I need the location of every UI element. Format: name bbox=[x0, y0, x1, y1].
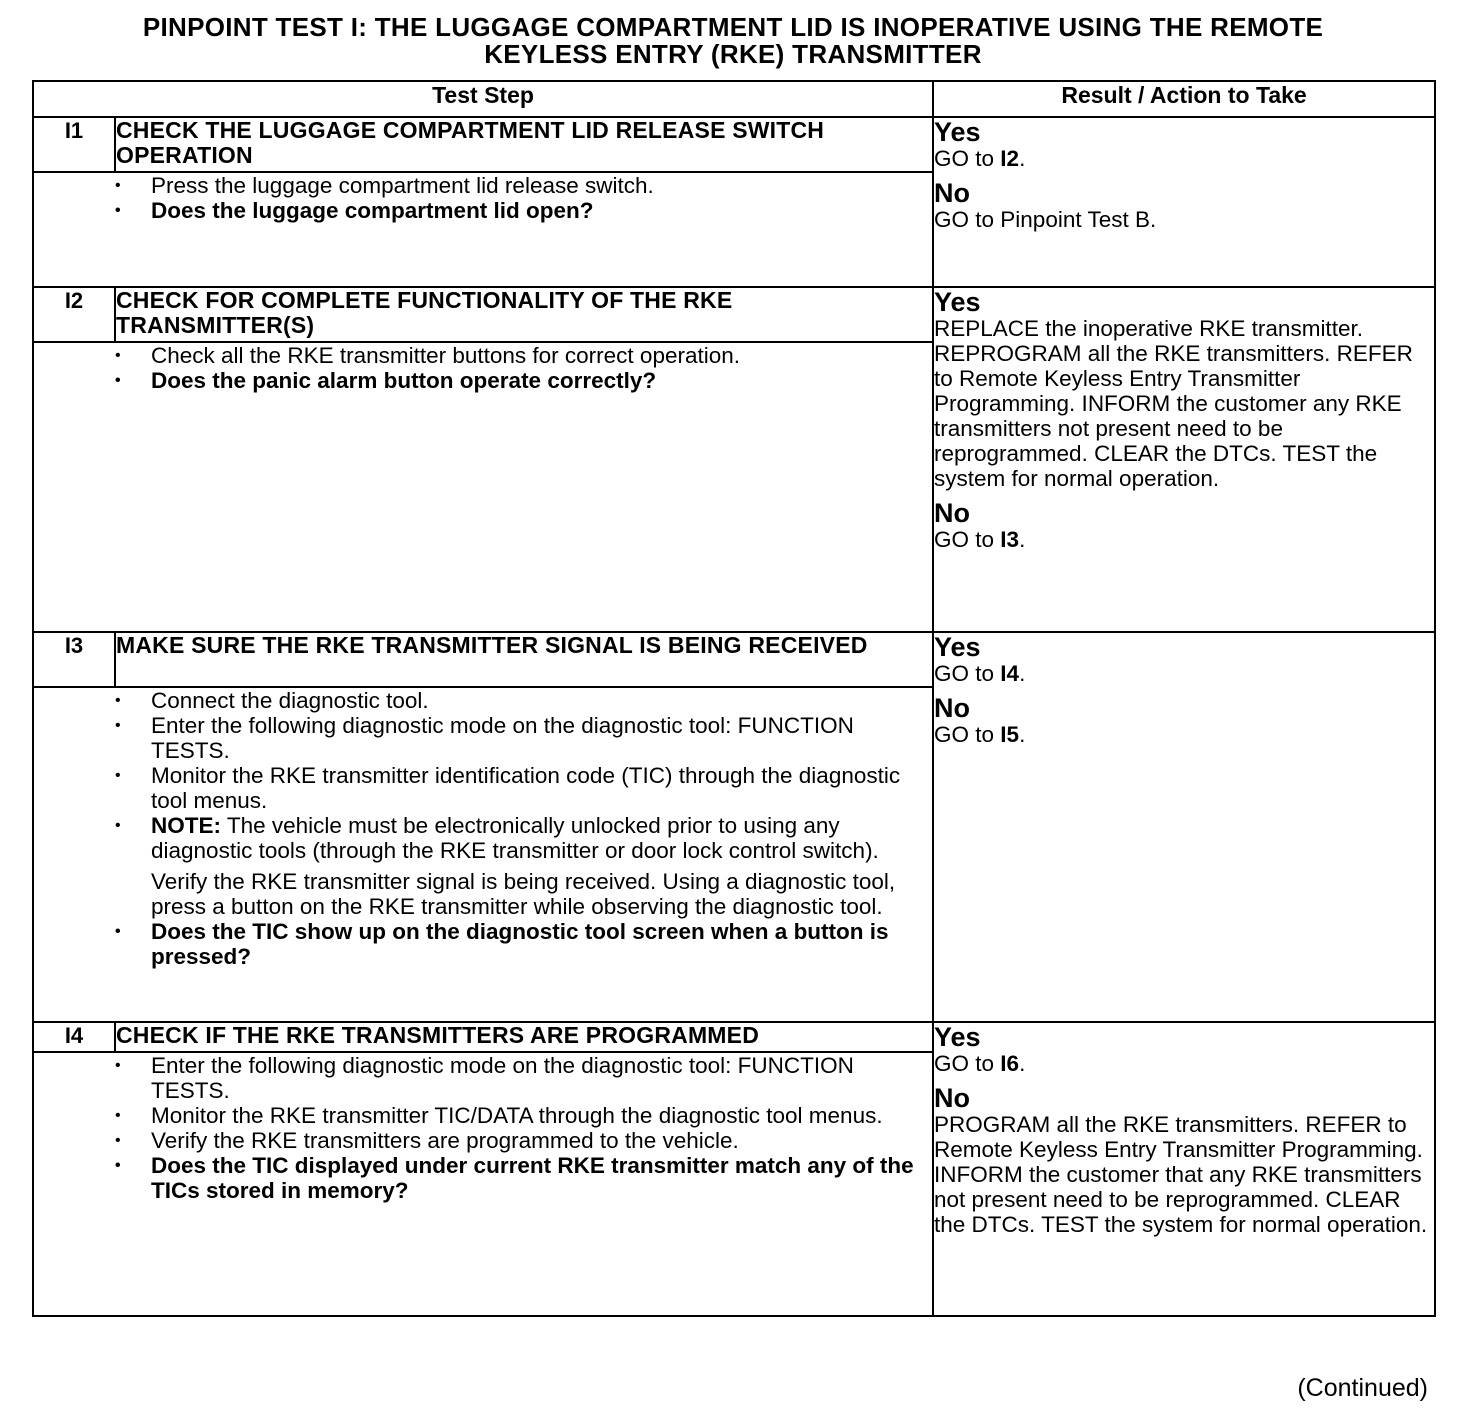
no-label: No bbox=[934, 178, 971, 208]
action-text: . bbox=[1019, 527, 1026, 552]
no-action bbox=[934, 527, 1434, 552]
action-text: GO to bbox=[934, 722, 1001, 747]
question-item: • Does the panic alarm button operate correctly? bbox=[115, 368, 932, 393]
action-text: . bbox=[1019, 1051, 1026, 1076]
no-label: No bbox=[934, 1083, 971, 1113]
step-i4-result bbox=[933, 1022, 1435, 1316]
step-i3-result bbox=[933, 632, 1435, 1022]
step-title: CHECK FOR COMPLETE FUNCTIONALITY OF THE RKE TRANSMITTER(S) bbox=[115, 287, 933, 342]
id-spacer bbox=[33, 687, 115, 1022]
bullet-item: • Press the luggage compartment lid release switch. bbox=[115, 173, 932, 198]
question-item: • Does the TIC displayed under current RKE transmitter match any of the TICs stored in memory? bbox=[115, 1153, 932, 1203]
yes-option bbox=[934, 288, 1434, 491]
bullet-item: • Connect the diagnostic tool. bbox=[115, 688, 932, 713]
yes-label: Yes bbox=[934, 117, 981, 147]
yes-option bbox=[934, 118, 1434, 171]
step-i2-title-row bbox=[33, 287, 1435, 342]
action-text: GO to bbox=[934, 146, 1001, 171]
test-step-header: Test Step bbox=[33, 81, 933, 117]
step-reference: I3 bbox=[1000, 527, 1020, 552]
step-id: I1 bbox=[33, 117, 115, 172]
result-header: Result / Action to Take bbox=[933, 81, 1435, 117]
step-reference: I5 bbox=[1000, 722, 1020, 747]
pinpoint-test-table bbox=[32, 80, 1436, 1317]
continued-label: (Continued) bbox=[1297, 1374, 1428, 1402]
step-id: I2 bbox=[33, 287, 115, 342]
step-reference: I4 bbox=[1000, 661, 1020, 686]
action-text: . bbox=[1019, 722, 1026, 747]
no-option bbox=[934, 694, 1434, 747]
step-id: I3 bbox=[33, 632, 115, 687]
no-action bbox=[934, 722, 1434, 747]
bullet-item: • Monitor the RKE transmitter TIC/DATA through the diagnostic tool menus. bbox=[115, 1103, 932, 1128]
step-paragraph: Verify the RKE transmitter signal is being received. Using a diagnostic tool, press a button on the RKE transmitter while observing the diagnostic tool. bbox=[151, 869, 896, 919]
note-text: The vehicle must be electronically unlocked prior to using any diagnostic tools (through the RKE transmitter or door lock control switch). bbox=[151, 813, 879, 863]
step-bullets bbox=[115, 173, 932, 223]
no-option bbox=[934, 499, 1434, 552]
action-text: . bbox=[1019, 661, 1026, 686]
id-spacer bbox=[33, 342, 115, 632]
step-body bbox=[115, 342, 933, 632]
bullet-item: • Check all the RKE transmitter buttons for correct operation. bbox=[115, 343, 932, 368]
step-bullets bbox=[115, 688, 932, 969]
header-row bbox=[33, 81, 1435, 117]
bullet-item: • Enter the following diagnostic mode on the diagnostic tool: FUNCTION TESTS. bbox=[115, 713, 932, 763]
action-text: GO to bbox=[934, 1051, 1001, 1076]
step-bullets bbox=[115, 1053, 932, 1203]
step-title: MAKE SURE THE RKE TRANSMITTER SIGNAL IS BEING RECEIVED bbox=[115, 632, 933, 687]
yes-action: REPLACE the inoperative RKE transmitter. REPROGRAM all the RKE transmitters. REFER to Remote Keyless Entry Transmitter Programming. INFORM the customer any RKE transmitters not present need to be reprogrammed. CLEAR the DTCs. TEST the system for normal operation. bbox=[934, 316, 1413, 491]
step-body bbox=[115, 172, 933, 287]
yes-label: Yes bbox=[934, 287, 981, 317]
no-option bbox=[934, 1084, 1434, 1237]
step-i3-title-row bbox=[33, 632, 1435, 687]
step-i2-result bbox=[933, 287, 1435, 632]
no-action: PROGRAM all the RKE transmitters. REFER to Remote Keyless Entry Transmitter Programming. INFORM the customer that any RKE transmitters not present need to be reprogrammed. CLEAR the DTCs. TEST the system for normal operation. bbox=[934, 1112, 1428, 1237]
yes-label: Yes bbox=[934, 1022, 981, 1052]
note-label: NOTE: bbox=[151, 813, 221, 838]
yes-action bbox=[934, 1051, 1434, 1076]
yes-option bbox=[934, 1023, 1434, 1076]
step-reference: I2 bbox=[1000, 146, 1020, 171]
no-label: No bbox=[934, 693, 971, 723]
step-i4-title-row bbox=[33, 1022, 1435, 1052]
question-item: • Does the TIC show up on the diagnostic tool screen when a button is pressed? bbox=[115, 919, 932, 969]
action-text: GO to bbox=[934, 661, 1001, 686]
action-text: . bbox=[1019, 146, 1026, 171]
page-title bbox=[32, 14, 1434, 68]
no-option bbox=[934, 179, 1434, 232]
bullet-item: • Enter the following diagnostic mode on the diagnostic tool: FUNCTION TESTS. bbox=[115, 1053, 932, 1103]
step-title: CHECK IF THE RKE TRANSMITTERS ARE PROGRAMMED bbox=[115, 1022, 933, 1052]
step-reference: I6 bbox=[1000, 1051, 1020, 1076]
question-item: • Does the luggage compartment lid open? bbox=[115, 198, 932, 223]
step-bullets bbox=[115, 343, 932, 393]
yes-action bbox=[934, 661, 1434, 686]
bullet-item: • Verify the RKE transmitters are programmed to the vehicle. bbox=[115, 1128, 932, 1153]
title-line-1: PINPOINT TEST I: THE LUGGAGE COMPARTMENT LID IS INOPERATIVE USING THE REMOTE bbox=[142, 12, 1324, 42]
yes-option bbox=[934, 633, 1434, 686]
no-action: GO to Pinpoint Test B. bbox=[934, 207, 1157, 232]
id-spacer bbox=[33, 1052, 115, 1316]
step-body bbox=[115, 687, 933, 1022]
note-item bbox=[115, 813, 932, 863]
step-body bbox=[115, 1052, 933, 1316]
step-title: CHECK THE LUGGAGE COMPARTMENT LID RELEASE SWITCH OPERATION bbox=[115, 117, 933, 172]
step-id: I4 bbox=[33, 1022, 115, 1052]
yes-label: Yes bbox=[934, 632, 981, 662]
step-i1-result bbox=[933, 117, 1435, 287]
id-spacer bbox=[33, 172, 115, 287]
action-text: GO to bbox=[934, 527, 1001, 552]
bullet-item: • Monitor the RKE transmitter identification code (TIC) through the diagnostic tool menus. bbox=[115, 763, 932, 813]
step-i1-title-row bbox=[33, 117, 1435, 172]
no-label: No bbox=[934, 498, 971, 528]
yes-action bbox=[934, 146, 1434, 171]
title-line-2: KEYLESS ENTRY (RKE) TRANSMITTER bbox=[484, 39, 982, 69]
